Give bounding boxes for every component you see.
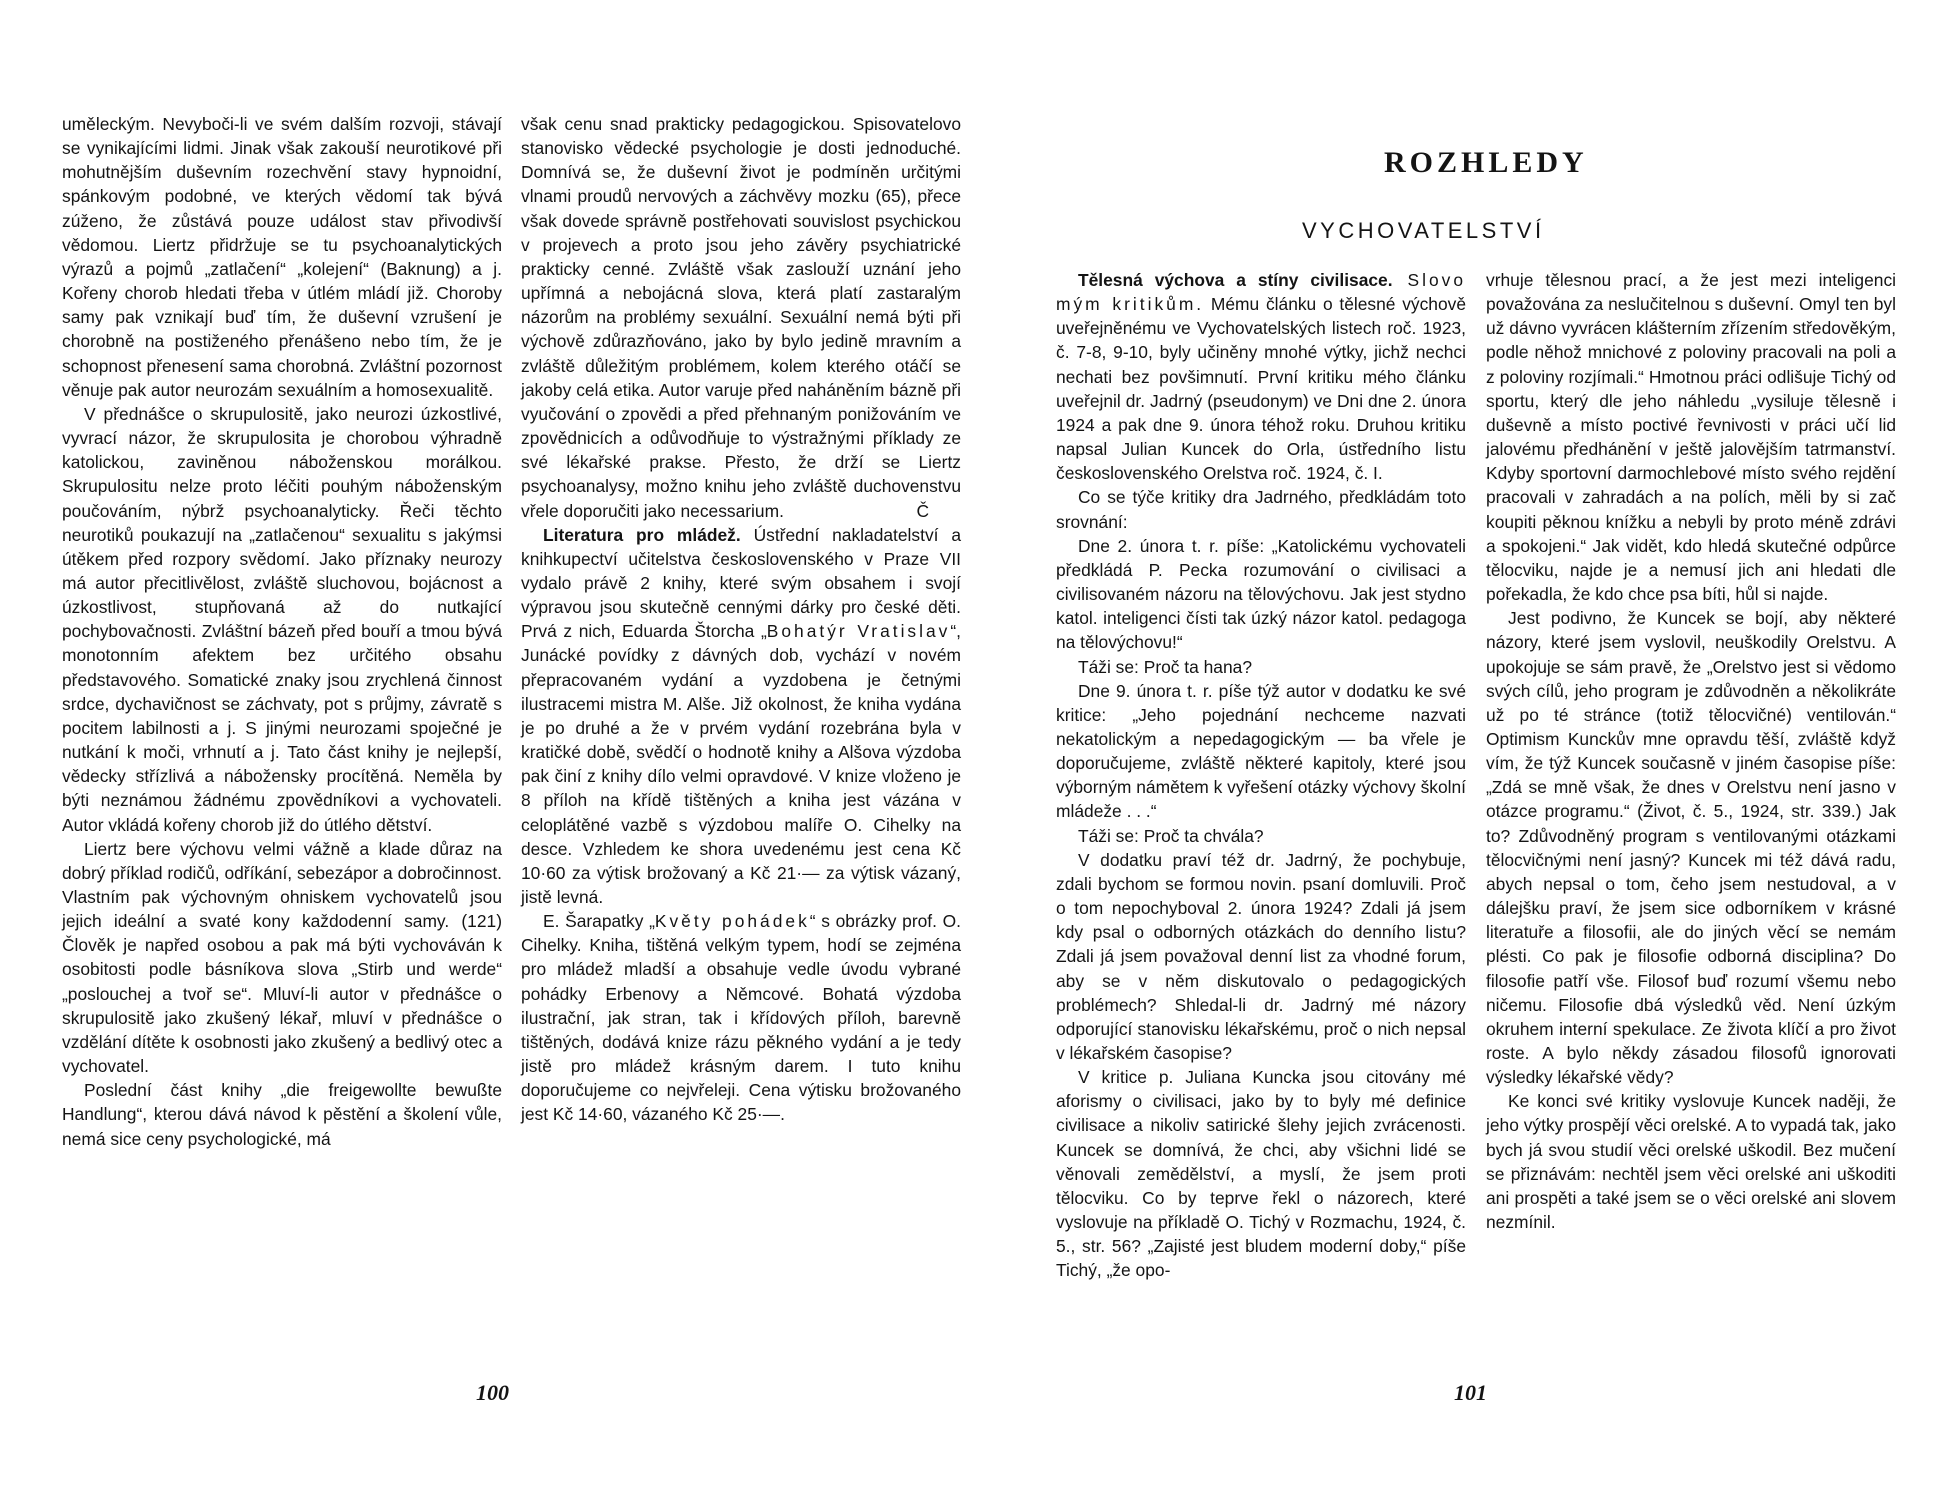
article-title: Tělesná výchova a stíny civilisace. — [1078, 270, 1393, 290]
page-number: 101 — [1454, 1380, 1487, 1405]
paragraph — [1056, 268, 1466, 485]
review-paragraph — [521, 523, 961, 910]
left-page-column-2 — [521, 112, 961, 1127]
paragraph: Táži se: Proč ta hana? — [1078, 656, 1252, 677]
section-lead: Literatura pro mládež. — [543, 524, 741, 545]
paragraph: uměleckým. Nevyboči-li ve svém dalším rozvoji, stávají se vynikajícími lidmi. Jinak však zakouší neurotikové při mohutnějším duševním rozechvění stavy hypnoidní, spánkovým podobné, ve kterých vědomí tak bývá zúženo, že zůstává pouze událost stav přivodivší vědomou. Liertz přidržuje se tu psychoanalytických výrazů a pojmů „zatlačení“ „kolejení“ (Baknung) a j. Kořeny chorob hledati třeba v útlém mládí již. Choroby samy pak vznikají buď tím, že duševní vzrušení je chorobně na postiženého přenášeno nebo tím, že je schopnost přenesení sama chorobná. Zvláštní pozornost věnuje pak autor neurozám sexuálním a homosexualitě. — [62, 114, 502, 400]
paragraph: Jest podivno, že Kuncek se bojí, aby některé názory, které jsem vyslovil, neuškodily Orelstvu. A upokojuje se sám pravě, že „Orelstvo jest si vědomo svých cílů, jeho program je zdůvodněn a několikráte už po té stránce (totiž tělocvičné) ventilován.“ Optimism Kunckův mne opravdu těší, zvláště když vím, že týž Kuncek současně v jiném časopise píše: „Zdá se mně však, že dnes v Orelstvu není jasno v otázce programu.“ (Život, č. 5., 1924, str. 339.) Jak to? Zdůvodněný program s ventilovanými otázkami tělocvičnými není jasný? Kuncek mi též dává radu, abych nepsal o tom, čeho jsem nestudoval, a v dálejšku praví, že jsem sice odborníkem v krásné literatuře a filosofii, ale do jiných věcí se nemám plésti. Co pak je filosofie odborná disciplina? Do filosofie patří vše. Filosof buď rozumí všemu nebo ničemu. Filosofie dbá výsledků věd. Není úzkým okruhem interní spekulace. Ze života klíčí a pro život roste. A bylo někdy zásadou filosofů ignorovati výsledky lékařské vědy? — [1486, 608, 1896, 1088]
paragraph: Dne 9. února t. r. píše týž autor v dodatku ke své kritice: „Jeho pojednání nechceme nazvati nekatolickým a nepedagogickým — ba vřele je doporučujeme, zvláště některé kapitoly, které jsou výborným námětem k vyřešení otázky výchovy školní mládeže . . .“ — [1056, 680, 1466, 822]
left-page-column-1 — [62, 112, 502, 1151]
paragraph-text: “, Junácké povídky z dávných dob, vychází v novém přepracovaném vydání a vyzdobena je četnými ilustracemi mistra M. Alše. Již okolnost, že kniha vydána je po druhé a že v prvém vydání rozebrána byla v kratičké době, svědčí o hodnotě knihy a Alšova výzdoba pak činí z knihy dílo velmi opravdové. V knize vloženo je 8 příloh na křídě tištěných a kniha jest vázána v celoplátěné vazbě s výzdobou malíře O. Cihelky na desce. Vzhledem ke shora uvedenému jest cena Kč 10·60 za výtisk brožovaný a Kč 21·— za výtisk vázaný, jistě levná. — [521, 621, 961, 907]
right-page — [974, 0, 1948, 1500]
review-paragraph — [521, 909, 961, 1126]
section-subheading: VYCHOVATELSTVÍ — [1302, 218, 1545, 243]
page-number: 100 — [476, 1380, 509, 1405]
paragraph-text: “ s obrázky prof. O. Cihelky. Kniha, tištěná velkým typem, hodí se zejména pro mládež mladší a obsahuje vedle úvodu vybrané pohádky Erbenovy a Němcové. Bohatá výzdoba ilustrační, jak stran, tak i křídových příloh, barevně tištěných, dodává knize rázu pěkného vydání a je tedy jistě pro mládež krásným darem. I tuto knihu doporučujeme co nejvřeleji. Cena výtisku brožovaného jest Kč 14·60, vázaného Kč 25·—. — [521, 911, 962, 1125]
paragraph-text: Mému článku o tělesné výchově uveřejněnému ve Vychovatelských listech roč. 1923, č. 7-8, 9-10, byly učiněny mnohé výtky, jichž nechci nechati bez povšimnutí. První kritiku mého článku uveřejnil dr. Jadrný (pseudonym) ve Dni dne 2. února 1924 a pak dne 9. února téhož roku. Druhou kritiku napsal Julian Kuncek do Orla, ústředního listu československého Orelstva roč. 1924, č. I. — [1056, 294, 1467, 484]
paragraph: V přednášce o skrupulositě, jako neurozi úzkostlivé, vyvrací názor, že skrupulosita je chorobou výhradně katolickou, zaviněnou náboženskou morálkou. Skrupulositu nelze proto léčiti pouhým náboženským poučováním, nýbrž psychoanalyticky. Řeči těchto neurotiků poukazují na „zatlačenou“ sexualitu s jakýmsi útěkem před rozpory svědomí. Jako příznaky neurozy má autor přecitlivělost, zvláště sluchovou, bojácnost a úzkostlivost, stupňovaná až do nutkající pochybovačnosti. Zvláštní bázeň před bouří a tmou bývá monotonním afektem bez určitého obsahu představového. Somatické znaky jsou zrychlená činnost srdce, dychavičnost se záchvaty, pot s průjmy, závratě s pocitem labilnosti a j. S jinými neurozami spoječné je nutkání k moči, vrhnutí a j. Tato část knihy je nejlepší, vědecky střízlivá a nábožensky procítěná. Neměla by býti neznámou žádnému zpovědníkovi a vychovateli. Autor vkládá kořeny chorob již do útlého dětství. — [62, 403, 502, 835]
paragraph-text: E. Šarapatky „ — [543, 911, 655, 932]
paragraph-text: však cenu snad prakticky pedagogickou. Spisovatelovo stanovisko vědecké psychologie je dosti jednoduché. Domnívá se, že duševní život je podmíněn určitými vlnami proudů nervových a záchvěvy mozku (65), přece však dovede správně postřehovati souvislost psychickou v projevech a proto jsou jeho závěry psychiatrické prakticky cenné. Zvláště však zaslouží uznání jeho upřímná a nebojácná slova, která platí zastaralým názorům na problémy sexuální. Sexuální nemá býti při výchově zdůrazňováno, jako by bylo jedině mravním a zvláště důležitým problémem, kolem kterého otáčí se jakoby celá etika. Autor varuje před naháněním bázně při vyučování o zpovědi a před přehnaným ponižováním ve zpovědnicích a odůvodňuje to výstražnými příklady ze své lékařské prakse. Přesto, že drží se Liertz psychoanalysy, možno knihu jeho zvláště duchovenstvu vřele doporučiti jako necessarium. — [521, 114, 961, 521]
book-title: Bohatýr Vratislav — [766, 621, 951, 642]
paragraph: vrhuje tělesnou prací, a že jest mezi inteligenci považována za neslučitelnou s duševní. Omyl ten byl už dávno vyvrácen klášterním zřízením středověkým, podle něhož mnichové z poloviny pracovali na poli a z poloviny rozjímali.“ Hmotnou práci odlišuje Tichý od sportu, který dle jeho náhledu „vysiluje tělesně i duševně a místo poctivé řevnivosti v práci učí lid jalovému předhánění v ještě jalovějším tatrmanství. Kdyby sportovní darmochlebové místo svého rejdění pracovali v zahradách a na polích, měli by si zač koupiti pěknou knížku a nebyli by proto méně zdrávi a spokojeni.“ Jak vidět, kdo hledá skutečné odpůrce tělocviku, najde je a nemusí jich ani hledati dle pořekadla, že kdo chce psa bíti, hůl si najde. — [1486, 270, 1896, 605]
right-page-column-2 — [1486, 268, 1896, 1234]
review-paragraph — [521, 112, 961, 523]
book-title: Květy pohádek — [654, 911, 810, 932]
paragraph: V kritice p. Juliana Kuncka jsou citovány mé aforismy o civilisaci, jako by to byly mé definice civilisace a nikoliv satirické šlehy jejich zvrácenosti. Kuncek se domnívá, že chci, aby všichni lidé se věnovali zemědělství, a myslí, že jsem proti tělocviku. Co by teprve řekl o názorech, které vyslovuje na příkladě O. Tichý v Rozmachu, 1924, č. 5., str. 56? „Zajisté jest bludem moderní doby,“ píše Tichý, „že opo- — [1056, 1067, 1466, 1281]
paragraph: Ke konci své kritiky vyslovuje Kuncek naději, že jeho výtky prospějí věci orelské. A to vypadá tak, jako bych já svou studií věci orelské uškodil. Bez mučení se přiznávám: nechtěl jsem věci orelské ani uškoditi ani prospěti a také jsem se o věci orelské ani slovem nezmínil. — [1486, 1091, 1896, 1233]
paragraph: Dne 2. února t. r. píše: „Katolickému vychovateli předkládá P. Pecka rozumování o civilisaci a civilisovaném názoru na tělovýchovu. Jak jest stydno katol. inteligenci čísti tak úzký názor katol. pedagoga na tělovýchovu!“ — [1056, 535, 1466, 653]
article-subtitle: Slovo mým kritikům. — [1056, 270, 1466, 315]
section-heading: ROZHLEDY — [1384, 146, 1588, 179]
paragraph: Táži se: Proč ta chvála? — [1078, 825, 1264, 846]
paragraph: V dodatku praví též dr. Jadrný, že pochybuje, zdali bychom se formou novin. psaní domluvili. Proč o tom nepochyboval 2. února 1924? Zdali já jsem kdy psal o odborných otázkách do denního listu? Zdali já jsem považoval denní list za vhodné forum, aby se v něm diskutovalo o pedagogických problémech? Shledal-li dr. Jadrný mé názory odporující stanovisku lékařskému, proč o nich nepsal v lékařském časopise? — [1056, 849, 1466, 1063]
paragraph: Co se týče kritiky dra Jadrného, předkládám toto srovnání: — [1056, 487, 1466, 532]
paragraph-text: Ústřední nakladatelství a knihkupectví učitelstva československého v Praze VII vydalo právě 2 knihy, které svým obsahem i svojí výpravou jsou skutečně cennými dárky pro české děti. Prvá z nich, Eduarda Štorcha „ — [521, 524, 961, 642]
paragraph: Liertz bere výchovu velmi vážně a klade důraz na dobrý příklad rodičů, odříkání, sebezápor a dobročinnost. Vlastním pak výchovným ohniskem vychovatelů jsou jejich ideální a svaté kony každodenní samy. (121) Člověk je napřed osobou a pak má býti vychováván k osobitosti podle básníkova slova „Stirb und werde“ „poslouchej a tvoř se“. Mluví-li autor v přednášce o skrupulositě jako zkušený lékař, mluví v přednášce o vzdělání dítěte k osobnosti jako zkušený a bedlivý otec a vychovatel. — [62, 838, 502, 1077]
paragraph: Poslední část knihy „die freigewollte bewußte Handlung“, kterou dává návod k pěstění a školení vůle, nemá sice ceny psychologické, má — [62, 1080, 502, 1149]
right-page-column-1 — [1056, 268, 1466, 1283]
reviewer-signature: Č — [916, 500, 929, 521]
